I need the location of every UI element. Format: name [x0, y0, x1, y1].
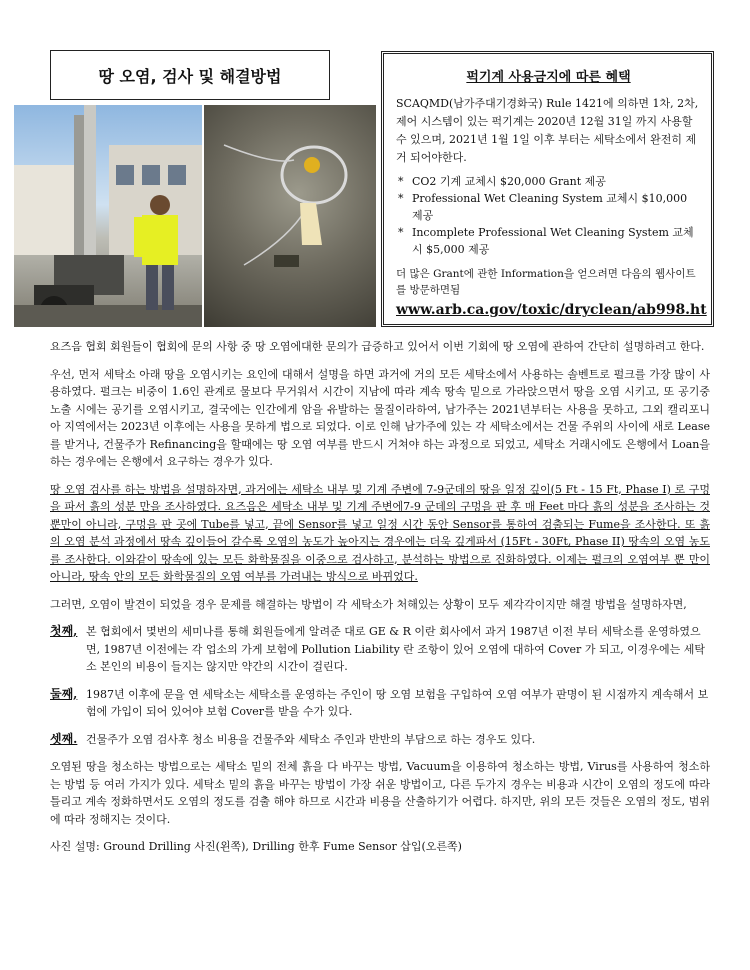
benefit-item	[396, 190, 701, 224]
paragraph-solutions: 그러면, 오염이 발견이 되었을 경우 문제를 해결하는 방법이 각 세탁소가 처해있는 상황이 모두 제각각이지만 해결 방법을 설명하자면,	[50, 597, 687, 611]
solution-second	[50, 686, 710, 721]
photo-strip	[14, 105, 374, 327]
benefit-more-info: 더 많은 Grant에 관한 Information을 얻으려면 다음의 웹사이트를 방문하면됨	[396, 268, 696, 296]
benefit-intro: SCAQMD(남가주대기경화국) Rule 1421에 의하면 1차, 2차, 제어 시스템이 있는 퍽기계는 2020년 12월 31일 까지 사용할 수 있으며, 2021년 1월 1일 이후 부터는 세탁소에서 완전히 제거 되어야한다.	[396, 97, 699, 164]
solution-third-text: 건물주가 오염 검사후 청소 비용을 건물주와 세탁소 주인과 반반의 부담으로 하는 경우도 있다.	[86, 732, 536, 746]
bullet: *	[398, 226, 404, 239]
fume-sensor-illustration	[204, 105, 376, 327]
benefit-box	[381, 51, 714, 327]
paragraph-intro: 요즈음 협회 회원들이 협회에 문의 사항 중 땅 오염에대한 문의가 급증하고 있어서 이번 기회에 땅 오염에 관하여 간단히 설명하려고 한다.	[50, 340, 705, 353]
article-title-text: 땅 오염, 검사 및 해결방법	[98, 66, 282, 86]
paragraph-cleanup: 오염된 땅을 청소하는 방법으로는 세탁소 밑의 전체 흙을 다 바꾸는 방법, Vacuum을 이용하여 청소하는 방법, Virus를 사용하여 청소하는 방법 등 여러 가지가 있다. 세탁소 밑의 흙을 바꾸는 방법이 가장 쉬운 방법이고, 다른 두가지 경우는 비용과 시간이 오염의 정도에 따라 틀리고 계속 정화하면서도 오염의 정도를 검출 해야 하므로 시간과 비용을 산출하기가 어렵다. 하지만, 위의 모든 것들은 오염의 정도, 범위에 따라 정해지는 것이다.	[50, 760, 710, 826]
ground-drilling-photo	[14, 105, 202, 327]
paragraph-testing: 땅 오염 검사를 하는 방법을 설명하자면, 과거에는 세탁소 내부 및 기계 주변에 7-9군데의 땅을 일정 깊이(5 Ft - 15 Ft, Phase I) 로 구멍을 파서 흙의 성분 만을 조사하였다. 요즈음은 세탁소 내부 및 기계 주변에7-9 군데의 구멍을 판 후 매 Feet 마다 흙의 성분을 조사하는 것 뿐만이 아니라, 구멍을 판 곳에 Tube를 넣고, 끝에 Sensor를 넣고 일정 시간 동안 Sensor를 통하여 검출되는 Fume을 조사한다. 또 흙의 오염 분석 과정에서 땅속 깊이들어 갈수록 오염의 농도가 높아지는 경우에는 더욱 깊게파서 (15Ft - 30Ft, Phase II) 땅속의 오염 농도를 조사한다. 이와같이 땅속에 있는 모든 화학물질을 이중으로 검사하고, 분석하는 방법으로 진화하였다. 이제는 펄크의 오염여부 뿐 만이아니라, 땅속 안의 모든 화학물질의 오염 여부를 가려내는 방식으로 바뀌었다.	[50, 482, 710, 583]
fume-sensor-photo	[204, 105, 376, 327]
benefit-item	[396, 173, 701, 190]
article-body	[50, 338, 710, 866]
ground-drilling-illustration	[14, 105, 202, 327]
solution-third	[50, 731, 710, 749]
solution-first-text: 본 협회에서 몇번의 세미나를 통해 회원들에게 알려준 대로 GE & R 이란 회사에서 과거 1987년 이전 부터 세탁소를 운영하였으면, 1987년 이전에는 각 업소의 가게 보험에 Pollution Liability 란 조항이 있어 오염에 대하여 Cover 가 되고, 이경우에는 세탁소 본인의 비용이 들지는 않지만 약간의 시간이 걸린다.	[86, 625, 706, 673]
bullet: *	[398, 192, 404, 205]
bullet: *	[398, 175, 404, 188]
benefit-item-text: Professional Wet Cleaning System 교체시 $10,000 제공	[412, 192, 688, 222]
article-title	[50, 50, 330, 100]
solution-second-text: 1987년 이후에 문을 연 세탁소는 세탁소를 운영하는 주인이 땅 오염 보험을 구입하여 오염 여부가 판명이 된 시점까지 계속해서 보험에 가입이 되어 있어야 보험 Cover를 받을 수가 있다.	[86, 687, 709, 718]
benefit-list	[396, 173, 701, 258]
benefit-item-text: CO2 기계 교체시 $20,000 Grant 제공	[412, 175, 606, 188]
solution-third-lead: 셋째.	[50, 731, 78, 746]
solution-second-lead: 둘째,	[50, 686, 78, 701]
photo-caption: 사진 설명: Ground Drilling 사진(왼쪽), Drilling 한후 Fume Sensor 삽입(오른쪽)	[50, 840, 462, 853]
benefit-item	[396, 224, 701, 258]
solution-first-lead: 첫째,	[50, 624, 78, 638]
paragraph-cause: 우선, 먼저 세탁소 아래 땅을 오염시키는 요인에 대해서 설명을 하면 과거에 거의 모든 세탁소에서 사용하는 솔벤트로 펄크를 가장 많이 사용하였다. 펄크는 비중이 1.6인 관계로 물보다 무거워서 시간이 지남에 따라 계속 땅속 밑으로 가라앉으면서 땅을 오염 시키고, 또 공기중 노출 시에는 공기를 오염시키고, 결국에는 인간에게 암을 유발하는 물질이라하여, 남가주는 2021년부터는 사용을 못하고, 그외 캘리포니아 지역에서는 2023년 이후에는 사용을 못하게 법으로 되었다. 이로 인해 남가주에 있는 각 세탁소에서는 건물 주위의 사이에 새로 Lease 를 받거나, 건물주가 Refinancing을 할때에는 땅 오염 여부를 반드시 거쳐야 하는 과정으로 되었고, 세탁소 거래시에도 은행에서 Loan을 하는 경우에는 은행에서 요구하는 경우가 있다.	[50, 367, 710, 468]
benefit-item-text: Incomplete Professional Wet Cleaning System 교체시 $5,000 제공	[412, 226, 694, 256]
solution-first	[50, 623, 710, 676]
benefit-url-link[interactable]: www.arb.ca.gov/toxic/dryclean/ab998.ht	[396, 302, 707, 318]
benefit-title: 퍽기계 사용금지에 따른 혜택	[466, 70, 631, 85]
